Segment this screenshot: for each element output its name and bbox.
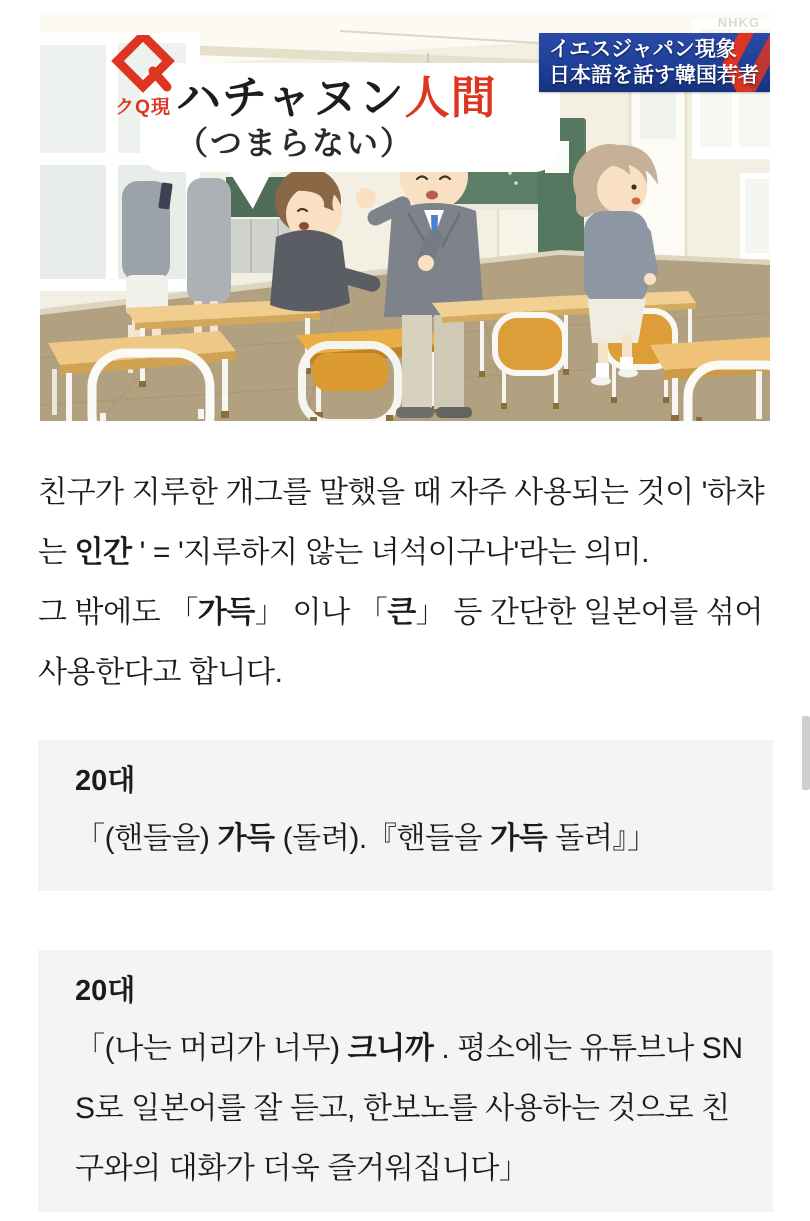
speech-bubble-reading: （つまらない） [176, 124, 415, 161]
logo-diamond-q-icon [105, 35, 181, 99]
program-logo [98, 35, 188, 117]
news-video-still [40, 13, 770, 421]
caption-line1: イエスジャパン現象 [549, 38, 737, 61]
paragraph: 그 밖에도 「가득」 이나 「큰」 등 간단한 일본어를 섞어 사용한다고 합니다. [38, 596, 763, 689]
speech-bubble [140, 63, 560, 172]
caption-line2: 日本語を話す韓国若者 [549, 64, 759, 87]
quote-age-label: 20대 [75, 765, 136, 797]
article-body [38, 463, 778, 703]
paragraph: 친구가 지루한 개그를 말했을 때 자주 사용되는 것이 '하챠는 인간 ' = '지루하지 않는 녀석이구나'라는 의미. [38, 476, 765, 569]
news-caption-banner [539, 33, 770, 92]
quote-box-1 [38, 740, 773, 891]
program-logo-text: クQ現 [115, 97, 171, 118]
broadcaster-watermark: NHKG [717, 15, 760, 30]
quote-age-label: 20대 [75, 975, 136, 1007]
scrollbar-thumb[interactable] [802, 716, 810, 790]
quote-box-2 [38, 950, 773, 1212]
speech-bubble-term [176, 73, 560, 123]
quote-text: 「(나는 머리가 너무) 크니까 . 평소에는 유튜브나 SNS로 일본어를 잘 듣고, 한보노를 사용하는 것으로 친구와의 대화가 더욱 즐거워집니다」 [75, 1032, 743, 1185]
quote-text: 「(핸들을) 가득 (돌려).『핸들을 가득 돌려』」 [75, 822, 657, 855]
term-highlight: 人間 [404, 71, 497, 123]
term-katakana: ハチャヌン [176, 71, 405, 123]
